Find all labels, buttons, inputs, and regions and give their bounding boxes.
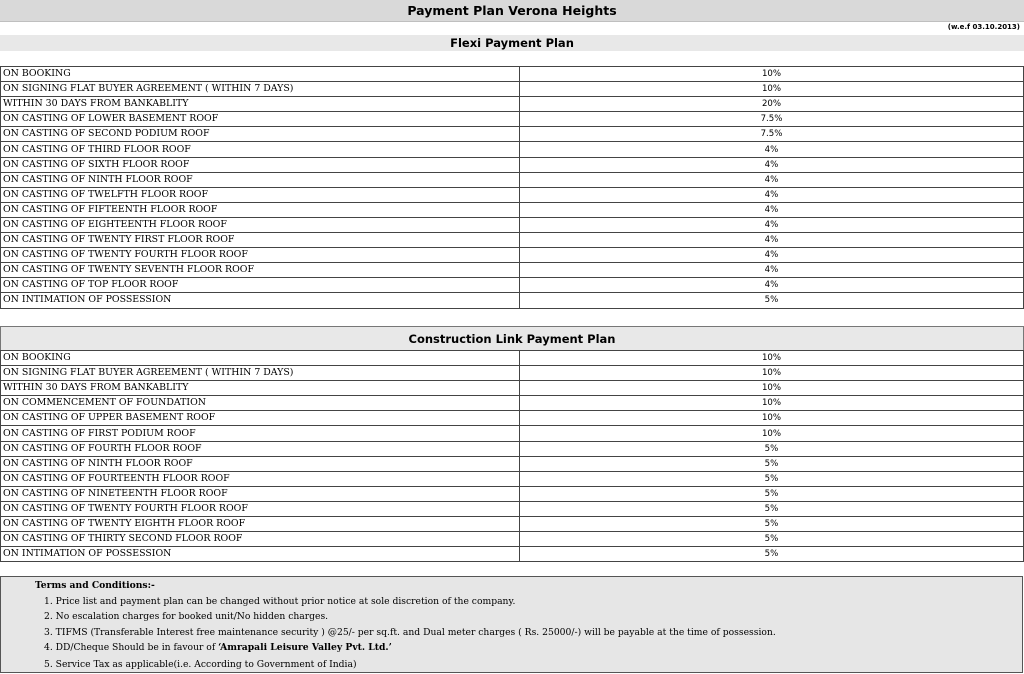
- percent-cell: 10%: [520, 396, 1024, 411]
- percent-cell: 7.5%: [520, 112, 1024, 127]
- terms-item: 5. Service Tax as applicable(i.e. According to Government of India): [44, 659, 357, 670]
- table-row: [1, 501, 1024, 516]
- percent-cell: 5%: [520, 441, 1024, 456]
- percent-cell: 10%: [520, 67, 1024, 82]
- percent-cell: 4%: [520, 248, 1024, 263]
- terms-item: 1. Price list and payment plan can be changed without prior notice at sole discretion of the company.: [44, 596, 516, 607]
- table-row: [1, 263, 1024, 278]
- terms-title: Terms and Conditions:-: [35, 580, 155, 591]
- stage-cell: ON SIGNING FLAT BUYER AGREEMENT ( WITHIN 7 DAYS): [1, 366, 520, 381]
- table-row: [1, 233, 1024, 248]
- percent-cell: 4%: [520, 278, 1024, 293]
- percent-cell: 10%: [520, 351, 1024, 366]
- percent-cell: 7.5%: [520, 127, 1024, 142]
- stage-cell: ON CASTING OF THIRTY SECOND FLOOR ROOF: [1, 532, 520, 547]
- stage-cell: ON CASTING OF EIGHTEENTH FLOOR ROOF: [1, 217, 520, 232]
- table-row: [1, 172, 1024, 187]
- table-row: [1, 248, 1024, 263]
- table-row: [1, 157, 1024, 172]
- table-row: [1, 127, 1024, 142]
- stage-cell: ON COMMENCEMENT OF FOUNDATION: [1, 396, 520, 411]
- stage-cell: WITHIN 30 DAYS FROM BANKABLITY: [1, 97, 520, 112]
- percent-cell: 10%: [520, 82, 1024, 97]
- stage-cell: ON CASTING OF NINETEENTH FLOOR ROOF: [1, 486, 520, 501]
- stage-cell: WITHIN 30 DAYS FROM BANKABLITY: [1, 381, 520, 396]
- table-row: [1, 202, 1024, 217]
- stage-cell: ON BOOKING: [1, 351, 520, 366]
- stage-cell: ON CASTING OF TWENTY FIRST FLOOR ROOF: [1, 233, 520, 248]
- percent-cell: 4%: [520, 157, 1024, 172]
- terms-item: 3. TIFMS (Transferable Interest free maintenance security ) @25/- per sq.ft. and Dual meter charges ( Rs. 25000/-) will be payable at the time of possession.: [44, 627, 776, 638]
- table-row: [1, 532, 1024, 547]
- table-row: [1, 112, 1024, 127]
- table-row: [1, 67, 1024, 82]
- percent-cell: 10%: [520, 366, 1024, 381]
- percent-cell: 5%: [520, 517, 1024, 532]
- table-row: [1, 142, 1024, 157]
- stage-cell: ON CASTING OF NINTH FLOOR ROOF: [1, 172, 520, 187]
- terms-and-conditions: [0, 576, 1023, 673]
- stage-cell: ON INTIMATION OF POSSESSION: [1, 293, 520, 308]
- terms-item: 2. No escalation charges for booked unit/No hidden charges.: [44, 611, 329, 622]
- effective-date: (w.e.f 03.10.2013): [947, 23, 1020, 31]
- table-row: [1, 381, 1024, 396]
- table-row: [1, 517, 1024, 532]
- percent-cell: 4%: [520, 202, 1024, 217]
- table-row: [1, 217, 1024, 232]
- table-row: [1, 351, 1024, 366]
- percent-cell: 4%: [520, 187, 1024, 202]
- table-row: [1, 293, 1024, 308]
- table-row: [1, 82, 1024, 97]
- stage-cell: ON CASTING OF TWENTY EIGHTH FLOOR ROOF: [1, 517, 520, 532]
- stage-cell: ON CASTING OF TWENTY FOURTH FLOOR ROOF: [1, 501, 520, 516]
- stage-cell: ON CASTING OF UPPER BASEMENT ROOF: [1, 411, 520, 426]
- percent-cell: 5%: [520, 456, 1024, 471]
- stage-cell: ON CASTING OF TWENTY FOURTH FLOOR ROOF: [1, 248, 520, 263]
- stage-cell: ON INTIMATION OF POSSESSION: [1, 547, 520, 562]
- table-row: [1, 426, 1024, 441]
- stage-cell: ON CASTING OF THIRD FLOOR ROOF: [1, 142, 520, 157]
- percent-cell: 10%: [520, 381, 1024, 396]
- stage-cell: ON BOOKING: [1, 67, 520, 82]
- percent-cell: 5%: [520, 501, 1024, 516]
- stage-cell: ON CASTING OF SECOND PODIUM ROOF: [1, 127, 520, 142]
- stage-cell: ON SIGNING FLAT BUYER AGREEMENT ( WITHIN 7 DAYS): [1, 82, 520, 97]
- table-row: [1, 278, 1024, 293]
- stage-cell: ON CASTING OF TWENTY SEVENTH FLOOR ROOF: [1, 263, 520, 278]
- table-row: [1, 471, 1024, 486]
- stage-cell: ON CASTING OF FIFTEENTH FLOOR ROOF: [1, 202, 520, 217]
- clp-plan-title: Construction Link Payment Plan: [0, 326, 1024, 350]
- percent-cell: 5%: [520, 293, 1024, 308]
- favour-company-name: ‘Amrapali Leisure Valley Pvt. Ltd.’: [218, 642, 392, 653]
- clp-plan-table: [0, 350, 1024, 562]
- page-title: Payment Plan Verona Heights: [0, 0, 1024, 22]
- stage-cell: ON CASTING OF LOWER BASEMENT ROOF: [1, 112, 520, 127]
- percent-cell: 5%: [520, 486, 1024, 501]
- table-row: [1, 97, 1024, 112]
- table-row: [1, 486, 1024, 501]
- percent-cell: 4%: [520, 172, 1024, 187]
- stage-cell: ON CASTING OF TWELFTH FLOOR ROOF: [1, 187, 520, 202]
- table-row: [1, 547, 1024, 562]
- stage-cell: ON CASTING OF TOP FLOOR ROOF: [1, 278, 520, 293]
- percent-cell: 5%: [520, 547, 1024, 562]
- table-row: [1, 411, 1024, 426]
- percent-cell: 4%: [520, 263, 1024, 278]
- percent-cell: 10%: [520, 426, 1024, 441]
- table-row: [1, 366, 1024, 381]
- stage-cell: ON CASTING OF NINTH FLOOR ROOF: [1, 456, 520, 471]
- flexi-plan-table: [0, 66, 1024, 309]
- percent-cell: 4%: [520, 217, 1024, 232]
- percent-cell: 10%: [520, 411, 1024, 426]
- terms-item-text: 4. DD/Cheque Should be in favour of: [44, 642, 219, 653]
- percent-cell: 4%: [520, 142, 1024, 157]
- percent-cell: 5%: [520, 471, 1024, 486]
- percent-cell: 20%: [520, 97, 1024, 112]
- table-row: [1, 396, 1024, 411]
- stage-cell: ON CASTING OF FIRST PODIUM ROOF: [1, 426, 520, 441]
- table-row: [1, 187, 1024, 202]
- percent-cell: 5%: [520, 532, 1024, 547]
- table-row: [1, 441, 1024, 456]
- terms-item: [44, 642, 392, 653]
- stage-cell: ON CASTING OF SIXTH FLOOR ROOF: [1, 157, 520, 172]
- stage-cell: ON CASTING OF FOURTEENTH FLOOR ROOF: [1, 471, 520, 486]
- stage-cell: ON CASTING OF FOURTH FLOOR ROOF: [1, 441, 520, 456]
- flexi-plan-title: Flexi Payment Plan: [0, 35, 1024, 51]
- table-row: [1, 456, 1024, 471]
- percent-cell: 4%: [520, 233, 1024, 248]
